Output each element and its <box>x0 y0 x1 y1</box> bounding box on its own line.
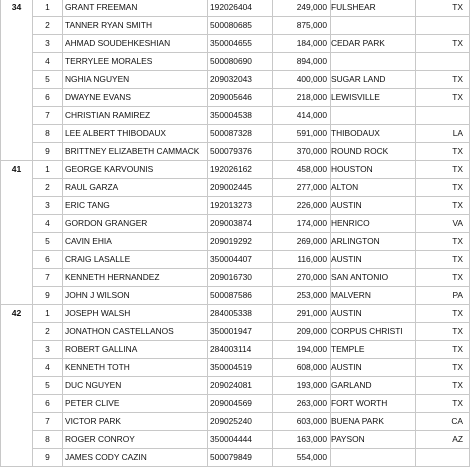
id-cell: 209002445 <box>208 179 273 197</box>
name-cell: DUC NGUYEN <box>63 377 208 395</box>
rank-cell: 4 <box>33 53 63 71</box>
group-number-cell <box>1 107 33 125</box>
table-row <box>1 17 470 35</box>
city-cell: CORPUS CHRISTI <box>331 323 416 341</box>
state-cell: TX <box>416 377 470 395</box>
rank-cell: 2 <box>33 323 63 341</box>
name-cell: ROGER CONROY <box>63 431 208 449</box>
rank-cell: 6 <box>33 251 63 269</box>
state-cell: TX <box>416 251 470 269</box>
id-cell: 350004444 <box>208 431 273 449</box>
amount-cell: 194,000 <box>273 341 331 359</box>
rank-cell: 1 <box>33 0 63 17</box>
state-cell: TX <box>416 179 470 197</box>
rank-cell: 9 <box>33 143 63 161</box>
group-number-cell <box>1 197 33 215</box>
group-number-cell <box>1 323 33 341</box>
name-cell: CHRISTIAN RAMIREZ <box>63 107 208 125</box>
amount-cell: 163,000 <box>273 431 331 449</box>
city-cell: ALTON <box>331 179 416 197</box>
city-cell: AUSTIN <box>331 305 416 323</box>
city-cell: SAN ANTONIO <box>331 269 416 287</box>
table-row <box>1 107 470 125</box>
amount-cell: 458,000 <box>273 161 331 179</box>
city-cell: FULSHEAR <box>331 0 416 17</box>
id-cell: 350004655 <box>208 35 273 53</box>
rank-cell: 4 <box>33 359 63 377</box>
name-cell: PETER CLIVE <box>63 395 208 413</box>
group-number-cell <box>1 143 33 161</box>
state-cell: TX <box>416 35 470 53</box>
amount-cell: 116,000 <box>273 251 331 269</box>
state-cell <box>416 53 470 71</box>
amount-cell: 291,000 <box>273 305 331 323</box>
city-cell: AUSTIN <box>331 197 416 215</box>
amount-cell: 270,000 <box>273 269 331 287</box>
group-number-cell <box>1 359 33 377</box>
id-cell: 500087586 <box>208 287 273 305</box>
table-row <box>1 305 470 323</box>
table-row <box>1 215 470 233</box>
state-cell: TX <box>416 395 470 413</box>
state-cell: AZ <box>416 431 470 449</box>
id-cell: 209024081 <box>208 377 273 395</box>
table-row <box>1 125 470 143</box>
amount-cell: 263,000 <box>273 395 331 413</box>
rank-cell: 3 <box>33 35 63 53</box>
group-number-cell <box>1 233 33 251</box>
amount-cell: 253,000 <box>273 287 331 305</box>
table-row <box>1 269 470 287</box>
group-number-cell <box>1 377 33 395</box>
state-cell: PA <box>416 287 470 305</box>
city-cell: CEDAR PARK <box>331 35 416 53</box>
id-cell: 209004569 <box>208 395 273 413</box>
city-cell: MALVERN <box>331 287 416 305</box>
state-cell: TX <box>416 161 470 179</box>
table-row <box>1 251 470 269</box>
city-cell: ARLINGTON <box>331 233 416 251</box>
rank-cell: 5 <box>33 71 63 89</box>
rank-cell: 3 <box>33 341 63 359</box>
id-cell: 209005646 <box>208 89 273 107</box>
city-cell <box>331 107 416 125</box>
state-cell: VA <box>416 215 470 233</box>
id-cell: 500079849 <box>208 449 273 467</box>
table-row <box>1 395 470 413</box>
name-cell: JOHN J WILSON <box>63 287 208 305</box>
amount-cell: 894,000 <box>273 53 331 71</box>
table-row <box>1 233 470 251</box>
rank-cell: 2 <box>33 17 63 35</box>
name-cell: LEE ALBERT THIBODAUX <box>63 125 208 143</box>
table-row <box>1 35 470 53</box>
amount-cell: 209,000 <box>273 323 331 341</box>
group-number-cell: 42 <box>1 305 33 323</box>
state-cell: LA <box>416 125 470 143</box>
amount-cell: 249,000 <box>273 0 331 17</box>
group-number-cell <box>1 269 33 287</box>
city-cell: AUSTIN <box>331 359 416 377</box>
results-table-body <box>1 0 470 467</box>
amount-cell: 554,000 <box>273 449 331 467</box>
group-number-cell <box>1 449 33 467</box>
rank-cell: 8 <box>33 431 63 449</box>
name-cell: GEORGE KARVOUNIS <box>63 161 208 179</box>
group-number-cell <box>1 251 33 269</box>
id-cell: 192013273 <box>208 197 273 215</box>
id-cell: 192026162 <box>208 161 273 179</box>
rank-cell: 9 <box>33 449 63 467</box>
state-cell: TX <box>416 323 470 341</box>
state-cell: TX <box>416 143 470 161</box>
rank-cell: 5 <box>33 377 63 395</box>
city-cell <box>331 17 416 35</box>
table-row <box>1 143 470 161</box>
group-number-cell: 34 <box>1 0 33 17</box>
rank-cell: 7 <box>33 107 63 125</box>
id-cell: 500080690 <box>208 53 273 71</box>
name-cell: JAMES CODY CAZIN <box>63 449 208 467</box>
state-cell: TX <box>416 0 470 17</box>
name-cell: RAUL GARZA <box>63 179 208 197</box>
id-cell: 209019292 <box>208 233 273 251</box>
rank-cell: 7 <box>33 413 63 431</box>
name-cell: CAVIN EHIA <box>63 233 208 251</box>
city-cell <box>331 53 416 71</box>
table-row <box>1 197 470 215</box>
rank-cell: 3 <box>33 197 63 215</box>
name-cell: ROBERT GALLINA <box>63 341 208 359</box>
city-cell: BUENA PARK <box>331 413 416 431</box>
name-cell: ERIC TANG <box>63 197 208 215</box>
amount-cell: 269,000 <box>273 233 331 251</box>
state-cell: TX <box>416 71 470 89</box>
rank-cell: 2 <box>33 179 63 197</box>
state-cell <box>416 449 470 467</box>
name-cell: JONATHON CASTELLANOS <box>63 323 208 341</box>
rank-cell: 1 <box>33 161 63 179</box>
id-cell: 192026404 <box>208 0 273 17</box>
table-row <box>1 53 470 71</box>
amount-cell: 184,000 <box>273 35 331 53</box>
rank-cell: 7 <box>33 269 63 287</box>
rank-cell: 6 <box>33 395 63 413</box>
city-cell: FORT WORTH <box>331 395 416 413</box>
amount-cell: 226,000 <box>273 197 331 215</box>
id-cell: 350004538 <box>208 107 273 125</box>
city-cell: PAYSON <box>331 431 416 449</box>
id-cell: 209003874 <box>208 215 273 233</box>
amount-cell: 370,000 <box>273 143 331 161</box>
state-cell: TX <box>416 89 470 107</box>
state-cell: TX <box>416 269 470 287</box>
city-cell: GARLAND <box>331 377 416 395</box>
rank-cell: 5 <box>33 233 63 251</box>
state-cell <box>416 107 470 125</box>
id-cell: 284003114 <box>208 341 273 359</box>
group-number-cell <box>1 125 33 143</box>
city-cell: AUSTIN <box>331 251 416 269</box>
amount-cell: 277,000 <box>273 179 331 197</box>
name-cell: DWAYNE EVANS <box>63 89 208 107</box>
id-cell: 350004519 <box>208 359 273 377</box>
id-cell: 284005338 <box>208 305 273 323</box>
id-cell: 500080685 <box>208 17 273 35</box>
group-number-cell: 41 <box>1 161 33 179</box>
name-cell: KENNETH TOTH <box>63 359 208 377</box>
id-cell: 209016730 <box>208 269 273 287</box>
id-cell: 350001947 <box>208 323 273 341</box>
city-cell: HENRICO <box>331 215 416 233</box>
group-number-cell <box>1 413 33 431</box>
rank-cell: 4 <box>33 215 63 233</box>
table-row <box>1 89 470 107</box>
city-cell <box>331 449 416 467</box>
rank-cell: 8 <box>33 125 63 143</box>
state-cell: TX <box>416 233 470 251</box>
amount-cell: 603,000 <box>273 413 331 431</box>
group-number-cell <box>1 17 33 35</box>
city-cell: TEMPLE <box>331 341 416 359</box>
city-cell: HOUSTON <box>331 161 416 179</box>
city-cell: LEWISVILLE <box>331 89 416 107</box>
amount-cell: 218,000 <box>273 89 331 107</box>
city-cell: SUGAR LAND <box>331 71 416 89</box>
city-cell: THIBODAUX <box>331 125 416 143</box>
name-cell: NGHIA NGUYEN <box>63 71 208 89</box>
table-row <box>1 377 470 395</box>
group-number-cell <box>1 287 33 305</box>
table-row <box>1 287 470 305</box>
table-row <box>1 0 470 17</box>
group-number-cell <box>1 341 33 359</box>
table-row <box>1 341 470 359</box>
name-cell: AHMAD SOUDEHKESHIAN <box>63 35 208 53</box>
amount-cell: 414,000 <box>273 107 331 125</box>
group-number-cell <box>1 179 33 197</box>
table-row <box>1 431 470 449</box>
id-cell: 500079376 <box>208 143 273 161</box>
group-number-cell <box>1 89 33 107</box>
table-row <box>1 179 470 197</box>
amount-cell: 875,000 <box>273 17 331 35</box>
city-cell: ROUND ROCK <box>331 143 416 161</box>
state-cell: TX <box>416 197 470 215</box>
state-cell: TX <box>416 341 470 359</box>
id-cell: 209025240 <box>208 413 273 431</box>
name-cell: BRITTNEY ELIZABETH CAMMACK <box>63 143 208 161</box>
table-row <box>1 413 470 431</box>
group-number-cell <box>1 215 33 233</box>
group-number-cell <box>1 395 33 413</box>
rank-cell: 9 <box>33 287 63 305</box>
name-cell: KENNETH HERNANDEZ <box>63 269 208 287</box>
state-cell: TX <box>416 359 470 377</box>
name-cell: GORDON GRANGER <box>63 215 208 233</box>
name-cell: GRANT FREEMAN <box>63 0 208 17</box>
name-cell: TERRYLEE MORALES <box>63 53 208 71</box>
group-number-cell <box>1 71 33 89</box>
state-cell <box>416 17 470 35</box>
group-number-cell <box>1 53 33 71</box>
amount-cell: 400,000 <box>273 71 331 89</box>
table-row <box>1 359 470 377</box>
state-cell: CA <box>416 413 470 431</box>
amount-cell: 174,000 <box>273 215 331 233</box>
amount-cell: 591,000 <box>273 125 331 143</box>
id-cell: 209032043 <box>208 71 273 89</box>
amount-cell: 608,000 <box>273 359 331 377</box>
id-cell: 350004407 <box>208 251 273 269</box>
name-cell: JOSEPH WALSH <box>63 305 208 323</box>
rank-cell: 6 <box>33 89 63 107</box>
table-row <box>1 323 470 341</box>
group-number-cell <box>1 35 33 53</box>
name-cell: CRAIG LASALLE <box>63 251 208 269</box>
name-cell: TANNER RYAN SMITH <box>63 17 208 35</box>
table-row <box>1 449 470 467</box>
amount-cell: 193,000 <box>273 377 331 395</box>
id-cell: 500087328 <box>208 125 273 143</box>
state-cell: TX <box>416 305 470 323</box>
rank-cell: 1 <box>33 305 63 323</box>
table-row <box>1 161 470 179</box>
name-cell: VICTOR PARK <box>63 413 208 431</box>
table-row <box>1 71 470 89</box>
group-number-cell <box>1 431 33 449</box>
